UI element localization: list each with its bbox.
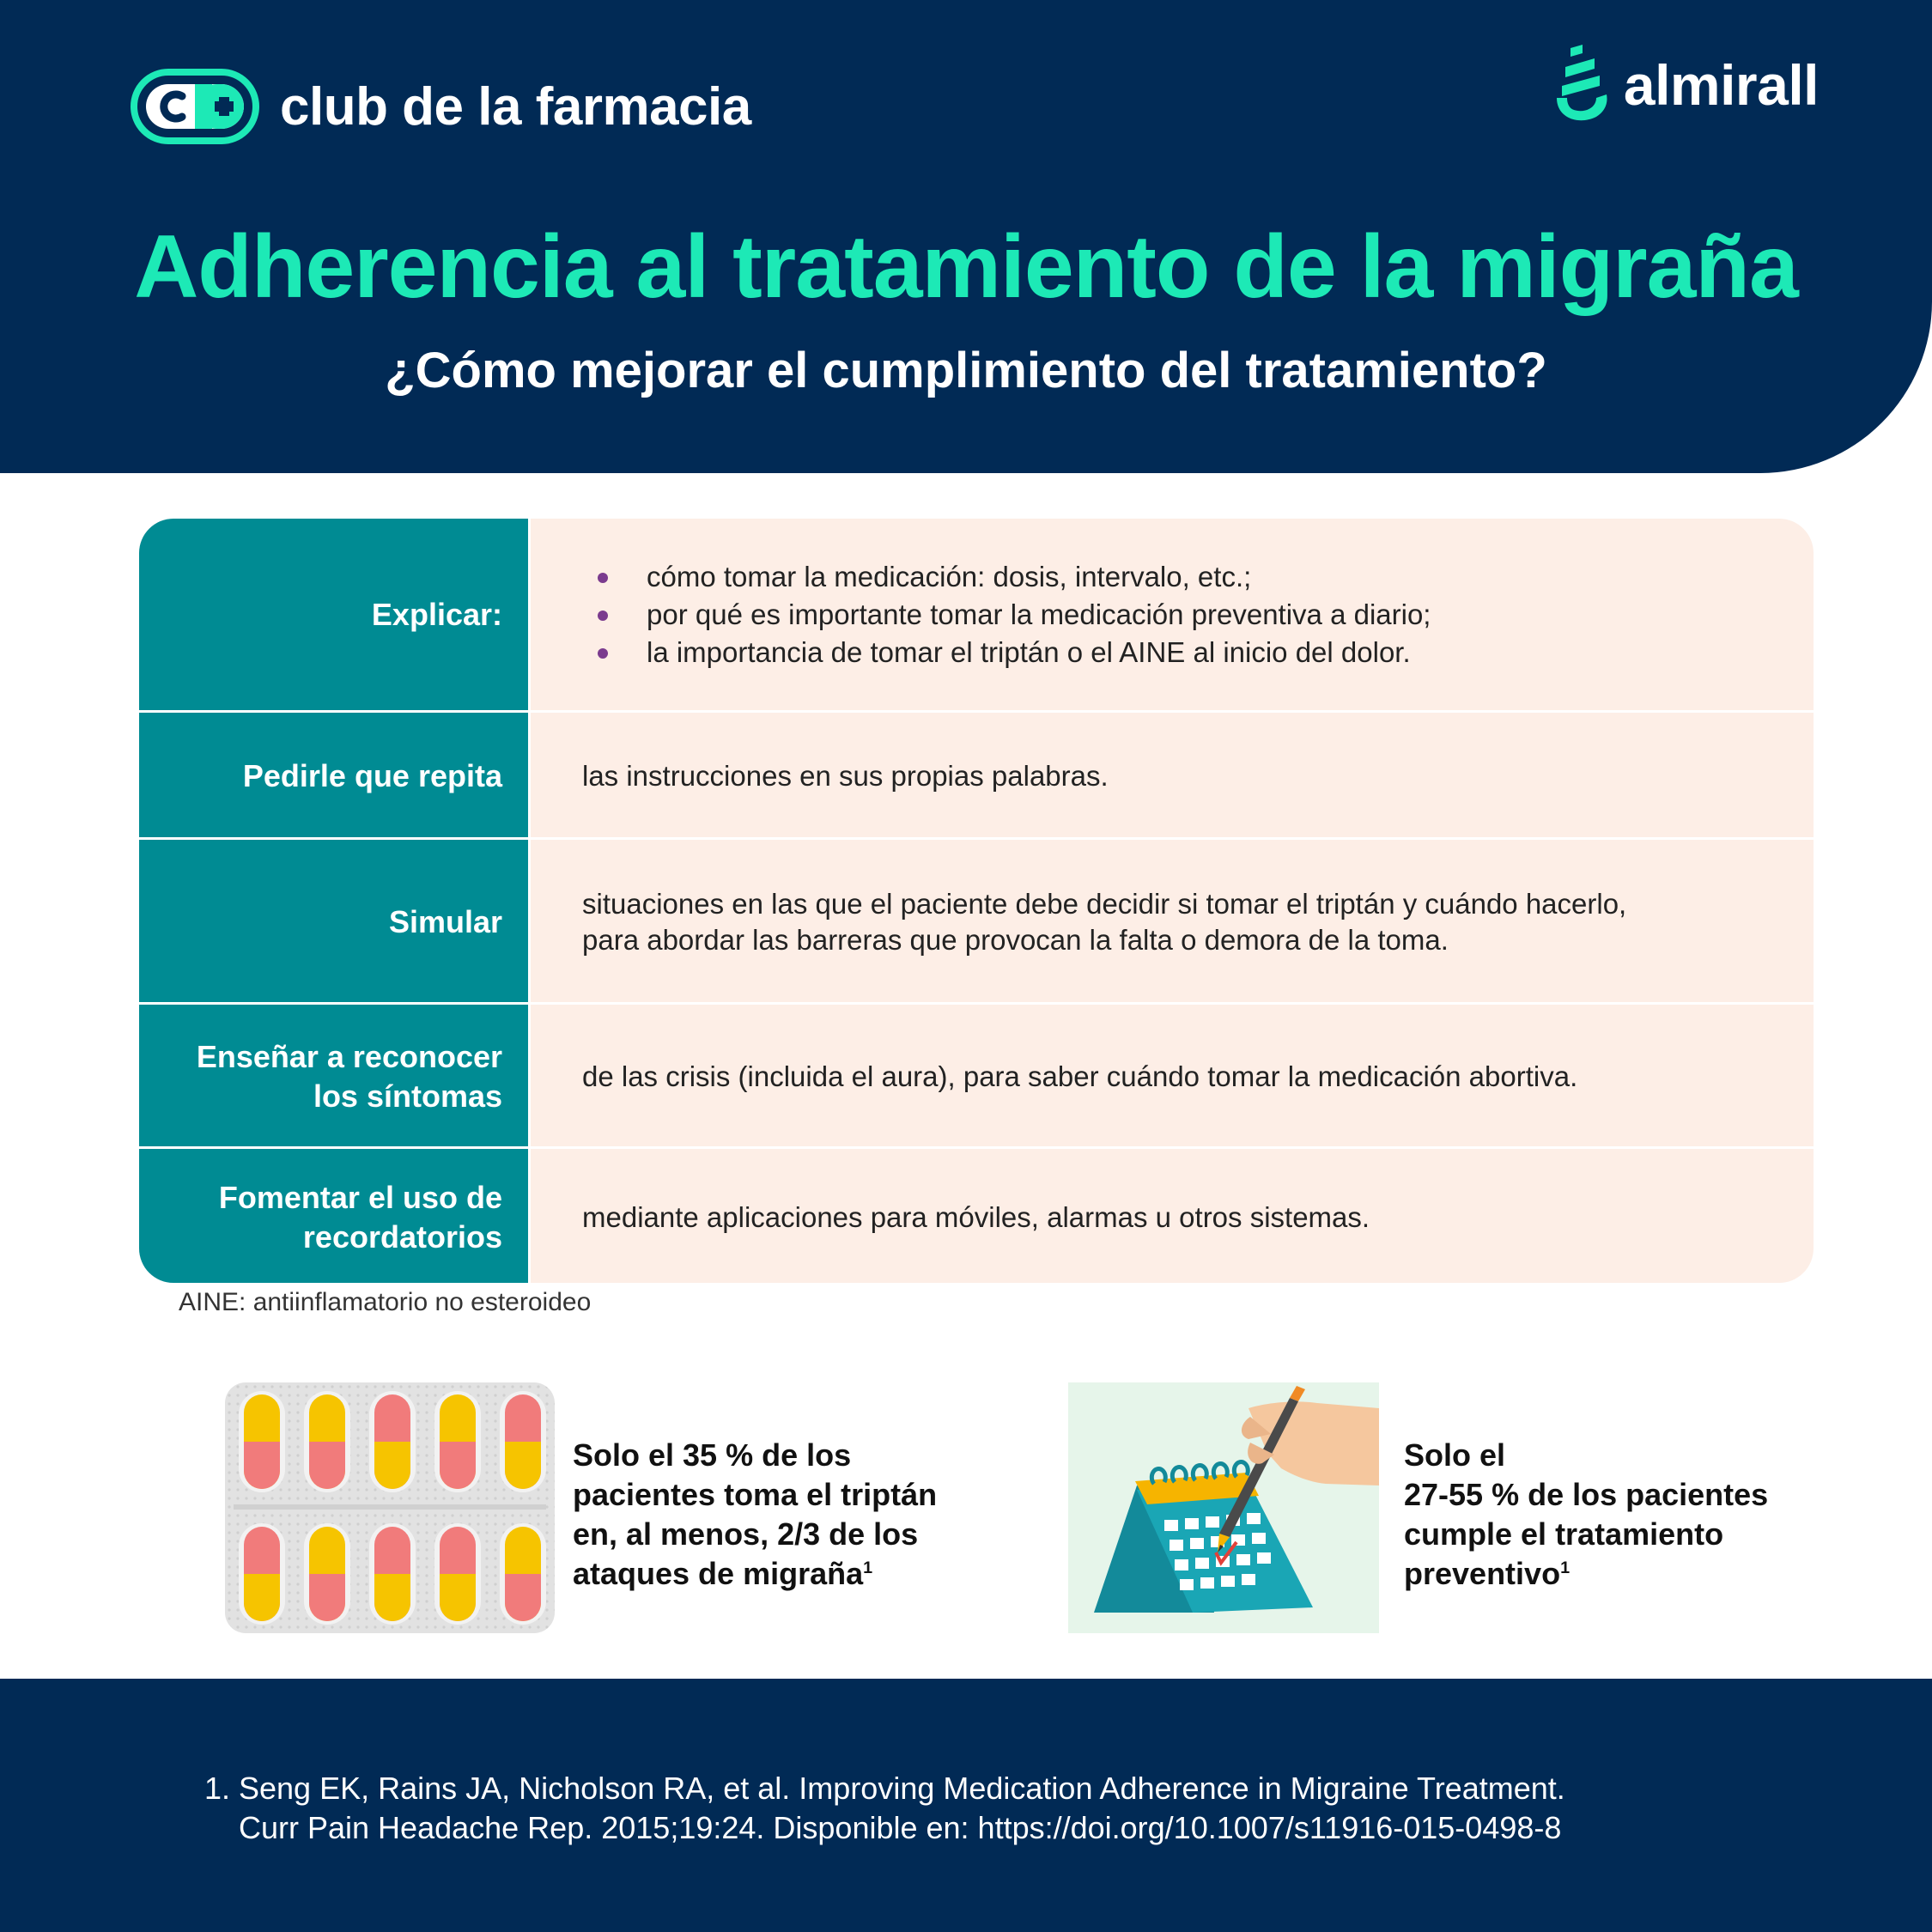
stat-line [573,1554,1019,1594]
reference-doi-link[interactable]: Curr Pain Headache Rep. 2015;19:24. Disponible en: https://doi.org/10.1007/s11916-015-0498-8 [239,1810,1562,1845]
row-label: Simular [139,840,528,1005]
row-label-line: Enseñar a reconocer [196,1039,502,1074]
reference-citation [204,1769,1565,1848]
row-content [528,840,1814,1005]
calendar-pen-icon [1068,1382,1379,1633]
stat-line: en, al menos, 2/3 de los [573,1516,919,1552]
bullet-list [582,558,1431,671]
stat-line: 27-55 % de los pacientes [1404,1477,1769,1512]
row-text-line: situaciones en las que el paciente debe decidir si tomar el triptán y cuándo hacerlo, [582,888,1627,920]
stat-line-text: preventivo [1404,1556,1561,1591]
stat-line: cumple el tratamiento [1404,1516,1724,1552]
row-label-line: Fomentar el uso de [218,1179,502,1215]
table-row-ensenar [139,1002,1814,1149]
table-row-explicar [139,519,1814,710]
reference-superscript[interactable]: 1 [863,1558,873,1577]
club-de-la-farmacia-text: club de la farmacia [280,76,751,137]
stat-line: pacientes toma el triptán [573,1477,938,1512]
triptan-adherence-stat [573,1436,1019,1594]
stat-line-text: ataques de migraña [573,1556,864,1591]
list-item: cómo tomar la medicación: dosis, intervalo, etc.; [582,558,1431,596]
row-text-line: mediante aplicaciones para móviles, alarmas u otros sistemas. [582,1200,1370,1233]
table-row-simular [139,837,1814,1005]
stat-line: Solo el [1404,1437,1506,1473]
list-item: la importancia de tomar el triptán o el AINE al inicio del dolor. [582,634,1431,671]
row-label-line: los síntomas [313,1078,502,1114]
row-label-line: recordatorios [302,1218,502,1255]
row-text-line: de las crisis (incluida el aura), para saber cuándo tomar la medicación abortiva. [582,1060,1578,1092]
page-subtitle: ¿Cómo mejorar el cumplimiento del tratamiento? [385,343,1547,398]
row-text-line: las instrucciones en sus propias palabras. [582,760,1109,792]
header-banner [0,0,1932,473]
row-label: Explicar: [139,519,528,710]
almirall-logo[interactable] [1545,43,1819,127]
row-content [528,519,1814,710]
row-content [528,1005,1814,1149]
page-title: Adherencia al tratamiento de la migraña [134,217,1798,317]
row-content [528,713,1814,840]
row-content [528,1149,1814,1283]
stat-line: Solo el 35 % de los [573,1437,852,1473]
stat-line [1404,1554,1850,1594]
reference-number: 1. [204,1771,231,1806]
club-de-la-farmacia-logo[interactable] [131,69,751,144]
preventive-adherence-stat [1404,1436,1850,1594]
pill-blister-pack-icon [225,1382,555,1633]
table-row-pedirle [139,710,1814,840]
reference-superscript[interactable]: 1 [1560,1558,1571,1577]
recommendations-table [139,519,1814,1283]
almirall-logo-icon [1545,43,1612,127]
reference-line: Seng EK, Rains JA, Nicholson RA, et al. Improving Medication Adherence in Migraine Treatment. [239,1771,1565,1806]
row-text-line: para abordar las barreras que provocan la falta o demora de la toma. [582,924,1449,956]
abbreviation-footnote: AINE: antiinflamatorio no esteroideo [179,1288,592,1316]
row-label: Pedirle que repita [139,713,528,840]
table-row-fomentar [139,1146,1814,1283]
club-de-la-farmacia-logo-icon [131,69,259,144]
row-label [139,1005,528,1149]
row-label [139,1149,528,1283]
list-item: por qué es importante tomar la medicación preventiva a diario; [582,596,1431,634]
almirall-text: almirall [1623,53,1819,117]
